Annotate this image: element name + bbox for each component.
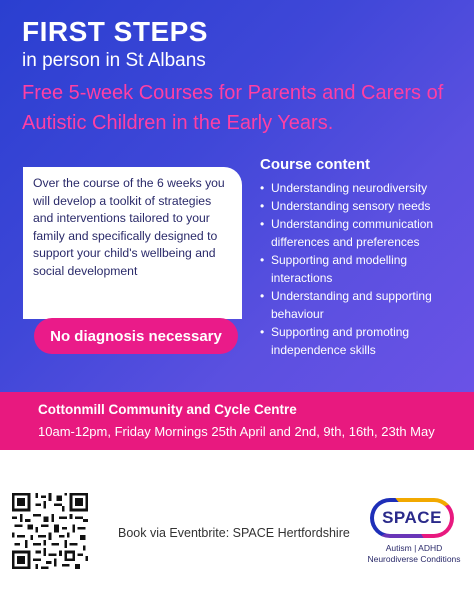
venue-bar xyxy=(0,392,474,450)
list-item: • Supporting and promoting independence skills xyxy=(260,323,468,359)
venue-name: Cottonmill Community and Cycle Centre xyxy=(38,402,297,417)
qr-code-icon[interactable] xyxy=(12,493,88,569)
info-text: Over the course of the 6 weeks you will develop a toolkit of strategies and interventions tailored to your family and specifically designed to support your child's wellbeing and social development xyxy=(33,176,225,278)
logo-tagline-1: Autism | ADHD xyxy=(385,543,443,553)
course-content-heading: Course content xyxy=(260,156,371,173)
badge-label: No diagnosis necessary xyxy=(50,327,222,345)
page-title: FIRST STEPS xyxy=(22,16,208,47)
list-item: • Supporting and modelling interactions xyxy=(260,251,468,287)
list-item: • Understanding communication differences and preferences xyxy=(260,215,468,251)
list-item: • Understanding sensory needs xyxy=(260,197,468,215)
info-card xyxy=(23,167,242,319)
booking-info: Book via Eventbrite: SPACE Hertfordshire xyxy=(118,526,350,540)
tagline: Free 5-week Courses for Parents and Carers of Autistic Children in the Early Years. xyxy=(22,82,444,134)
logo-name: SPACE xyxy=(374,502,450,534)
page-subtitle: in person in St Albans xyxy=(22,50,206,71)
no-diagnosis-badge xyxy=(34,318,238,354)
list-item: • Understanding neurodiversity xyxy=(260,179,468,197)
space-logo xyxy=(362,496,466,576)
logo-tagline-2: Neurodiverse Conditions xyxy=(367,554,461,564)
venue-times: 10am-12pm, Friday Mornings 25th April and 2nd, 9th, 16th, 23th May xyxy=(38,424,435,439)
list-item: • Understanding and supporting behaviour xyxy=(260,287,468,323)
logo-ring xyxy=(370,498,454,538)
course-content-list xyxy=(260,179,468,359)
